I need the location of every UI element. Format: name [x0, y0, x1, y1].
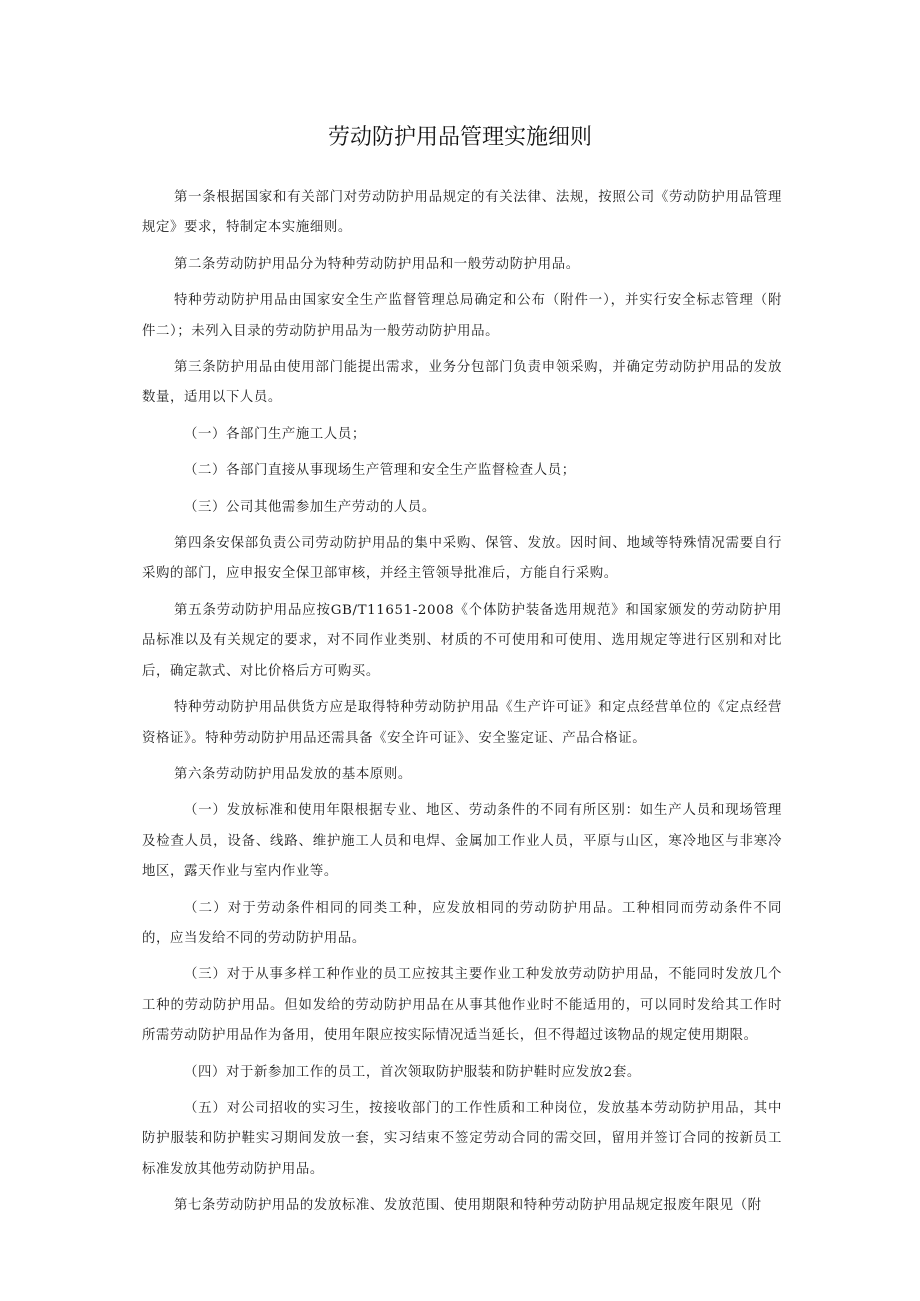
paragraph-article-2: 第二条劳动防护用品分为特种劳动防护用品和一般劳动防护用品。 [174, 256, 580, 272]
list-item-article-3-2: （二）各部门直接从事现场生产管理和安全生产监督检查人员； [184, 463, 576, 479]
paragraph-article-6: 第六条劳动防护用品发放的基本原则。 [174, 766, 412, 782]
paragraph-article-1: 第一条根据国家和有关部门对劳动防护用品规定的有关法律、法规，按照公司《劳动防护用品管理规定》要求，特制定本实施细则。 [142, 190, 782, 236]
document-body [142, 183, 782, 1228]
paragraph-special-ppe: 特种劳动防护用品由国家安全生产监督管理总局确定和公布（附件一），并实行安全标志管理（附件二）；未列入目录的劳动防护用品为一般劳动防护用品。 [142, 293, 782, 339]
list-item-article-3-3: （三）公司其他需参加生产劳动的人员。 [184, 499, 436, 515]
paragraph-article-5: 第五条劳动防护用品应按GB/T11651-2008《个体防护装备选用规范》和国家颁发的劳动防护用品标准以及有关规定的要求，对不同作业类别、材质的不可使用和可使用、选用规定等进行区别和对比后，确定款式、对比价格后方可购买。 [142, 602, 782, 679]
list-item-article-6-1: （一）发放标准和使用年限根据专业、地区、劳动条件的不同有所区别：如生产人员和现场管理及检查人员，设备、线路、维护施工人员和电焊、金属加工作业人员，平原与山区，寒冷地区与非寒冷地区，露天作业与室内作业等。 [142, 803, 782, 880]
paragraph-supplier-requirements: 特种劳动防护用品供货方应是取得特种劳动防护用品《生产许可证》和定点经营单位的《定点经营资格证》。特种劳动防护用品还需具备《安全许可证》、安全鉴定证、产品合格证。 [142, 700, 782, 746]
list-item-article-6-4: （四）对于新参加工作的员工，首次领取防护服装和防护鞋时应发放2套。 [184, 1064, 641, 1080]
paragraph-article-4: 第四条安保部负责公司劳动防护用品的集中采购、保管、发放。因时间、地域等特殊情况需要自行采购的部门，应申报安全保卫部审核，并经主管领导批准后，方能自行采购。 [142, 536, 782, 582]
list-item-article-3-1: （一）各部门生产施工人员； [184, 426, 366, 442]
list-item-article-6-3: （三）对于从事多样工种作业的员工应按其主要作业工种发放劳动防护用品，不能同时发放几个工种的劳动防护用品。但如发给的劳动防护用品在从事其他作业时不能适用的，可以同时发给其工作时所需劳动防护用品作为备用，使用年限应按实际情况适当延长，但不得超过该物品的规定使用期限。 [142, 967, 782, 1044]
paragraph-article-3: 第三条防护用品由使用部门能提出需求，业务分包部门负责申领采购，并确定劳动防护用品的发放数量，适用以下人员。 [142, 360, 782, 406]
list-item-article-6-2: （二）对于劳动条件相同的同类工种，应发放相同的劳动防护用品。工种相同而劳动条件不同的，应当发给不同的劳动防护用品。 [142, 900, 782, 946]
document-title: 劳动防护用品管理实施细则 [327, 125, 592, 150]
list-item-article-6-5: （五）对公司招收的实习生，按接收部门的工作性质和工种岗位，发放基本劳动防护用品，其中防护服装和防护鞋实习期间发放一套，实习结束不签定劳动合同的需交回，留用并签订合同的按新员工标准发放其他劳动防护用品。 [142, 1100, 782, 1177]
paragraph-article-7: 第七条劳动防护用品的发放标准、发放范围、使用期限和特种劳动防护用品规定报废年限见（附 [174, 1198, 762, 1214]
